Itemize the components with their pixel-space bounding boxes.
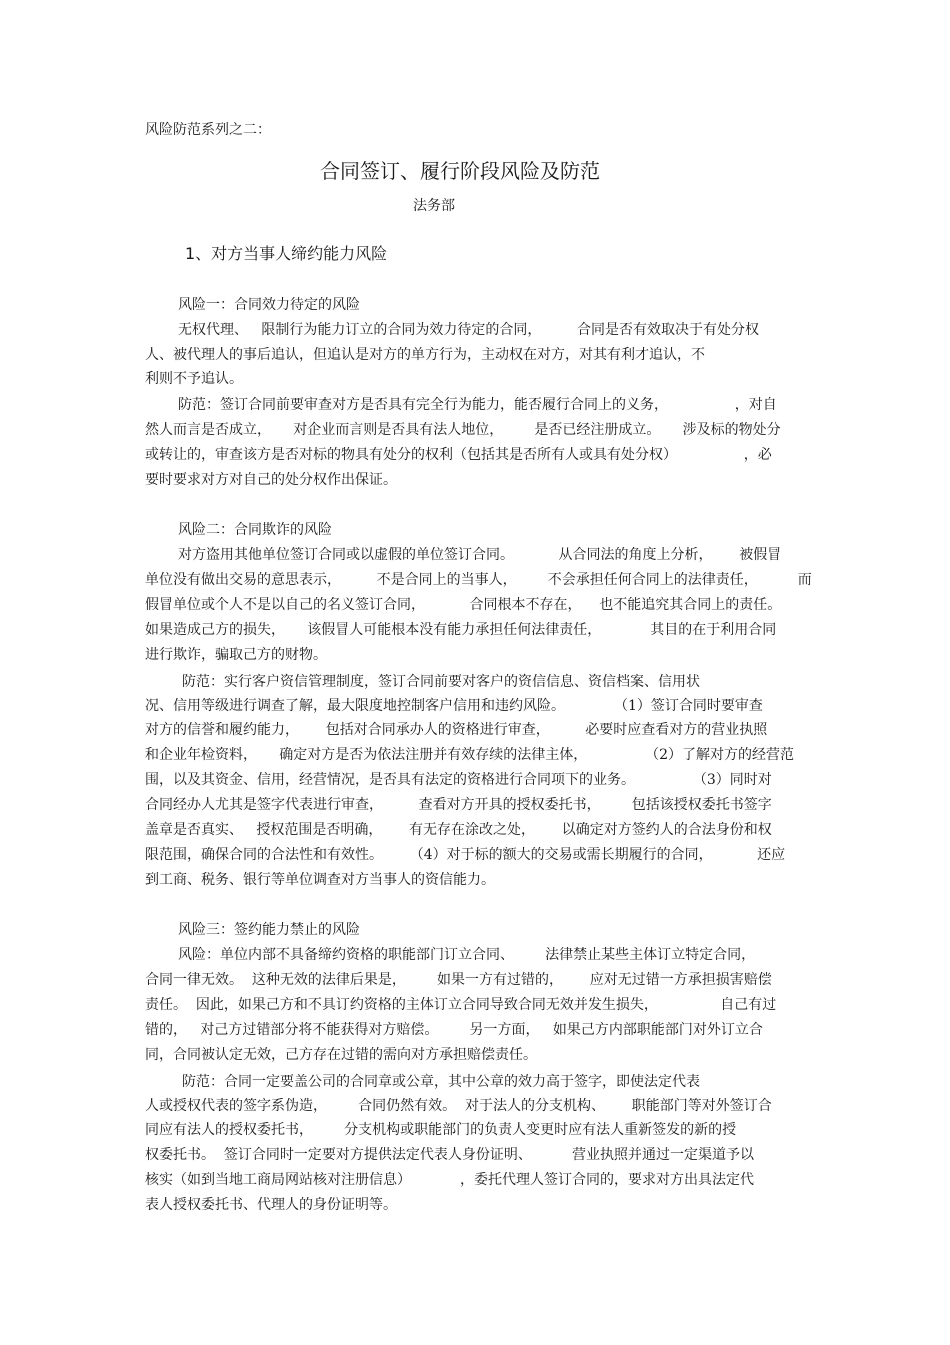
risk2-prevention-line: 围，以及其资金、信用，经营情况，是否具有法定的资格进行合同项下的业务。 （3）同时对 [145,772,772,788]
risk3-line: 责任。 因此，如果己方和不具订约资格的主体订立合同导致合同无效并发生损失， 自己有过 [145,997,777,1013]
risk3-prevention-line: 核实（如到当地工商局网站核对注册信息） ，委托代理人签订合同的，要求对方出具法定代 [145,1172,754,1188]
risk1-prevention-line: 然人而言是否成立， 对企业而言则是否具有法人地位， 是否已经注册成立。 涉及标的物处分 [145,422,781,438]
risk1-prevention-line: 要时要求对方对自己的处分权作出保证。 [145,472,397,488]
risk2-prevention-line: 限范围，确保合同的合法性和有效性。 （4）对于标的额大的交易或需长期履行的合同， 还应 [145,847,786,863]
risk2-heading: 风险二：合同欺诈的风险 [178,522,332,538]
risk1-prevention-line: 防范：签订合同前要审查对方是否具有完全行为能力，能否履行合同上的义务， ，对自 [178,397,777,413]
risk2-line: 进行欺诈，骗取己方的财物。 [145,647,327,663]
risk3-line: 同，合同被认定无效，己方存在过错的需向对方承担赔偿责任。 [145,1047,537,1063]
risk1-heading: 风险一：合同效力待定的风险 [178,297,360,313]
risk2-prevention-line: 到工商、税务、银行等单位调查对方当事人的资信能力。 [145,872,495,888]
risk2-line: 单位没有做出交易的意思表示， 不是合同上的当事人， 不会承担任何合同上的法律责任， 而 [145,572,812,588]
risk3-prevention-line: 人或授权代表的签字系伪造， 合同仍然有效。 对于法人的分支机构、 职能部门等对外签订合 [145,1098,772,1114]
risk2-prevention-line: 和企业年检资料， 确定对方是否为依法注册并有效存续的法律主体， （2）了解对方的经营范 [145,747,795,763]
risk3-prevention-line: 权委托书。 签订合同时一定要对方提供法定代表人身份证明、 营业执照并通过一定渠道予以 [145,1147,754,1163]
department-label: 法务部 [413,198,455,214]
risk1-line: 无权代理、 限制行为能力订立的合同为效力待定的合同， 合同是否有效取决于有处分权 [178,322,759,338]
risk3-prevention-line: 同应有法人的授权委托书， 分支机构或职能部门的负责人变更时应有法人重新签发的新的授 [145,1122,737,1138]
document-title: 合同签订、履行阶段风险及防范 [320,159,600,183]
risk3-line: 合同一律无效。 这种无效的法律后果是， 如果一方有过错的， 应对无过错一方承担损害赔偿 [145,972,772,988]
section-heading: 1、对方当事人缔约能力风险 [185,244,388,263]
risk2-prevention-line: 况、信用等级进行调查了解，最大限度地控制客户信用和违约风险。 （1）签订合同时要审查 [145,698,763,714]
series-label: 风险防范系列之二： [145,122,271,138]
risk3-heading: 风险三：签约能力禁止的风险 [178,922,360,938]
risk1-line: 人、被代理人的事后追认，但追认是对方的单方行为，主动权在对方，对其有利才追认，不 [145,347,705,363]
risk1-line: 利则不予追认。 [145,371,243,387]
risk2-prevention-line: 合同经办人尤其是签字代表进行审查， 查看对方开具的授权委托书， 包括该授权委托书签字 [145,797,772,813]
risk2-prevention-line: 对方的信誉和履约能力， 包括对合同承办人的资格进行审查， 必要时应查看对方的营业执照 [145,722,768,738]
risk3-prevention-line: 表人授权委托书、代理人的身份证明等。 [145,1197,397,1213]
risk3-prevention-line: 防范：合同一定要盖公司的合同章或公章，其中公章的效力高于签字，即使法定代表 [182,1074,700,1090]
risk2-line: 假冒单位或个人不是以自己的名义签订合同， 合同根本不存在， 也不能追究其合同上的责任。 [145,597,782,613]
risk3-line: 错的， 对己方过错部分将不能获得对方赔偿。 另一方面， 如果己方内部职能部门对外订立合 [145,1022,763,1038]
risk1-prevention-line: 或转让的，审查该方是否对标的物具有处分的权利（包括其是否所有人或具有处分权） ，必 [145,447,772,463]
risk2-prevention-line: 盖章是否真实、 授权范围是否明确， 有无存在涂改之处， 以确定对方签约人的合法身份和权 [145,822,772,838]
risk2-line: 对方盗用其他单位签订合同或以虚假的单位签订合同。 从合同法的角度上分析， 被假冒 [178,547,782,563]
risk2-line: 如果造成己方的损失， 该假冒人可能根本没有能力承担任何法律责任， 其目的在于利用合同 [145,622,777,638]
risk3-line: 风险：单位内部不具备缔约资格的职能部门订立合同、 法律禁止某些主体订立特定合同， [178,947,756,963]
risk2-prevention-line: 防范：实行客户资信管理制度，签订合同前要对客户的资信信息、资信档案、信用状 [182,674,700,690]
